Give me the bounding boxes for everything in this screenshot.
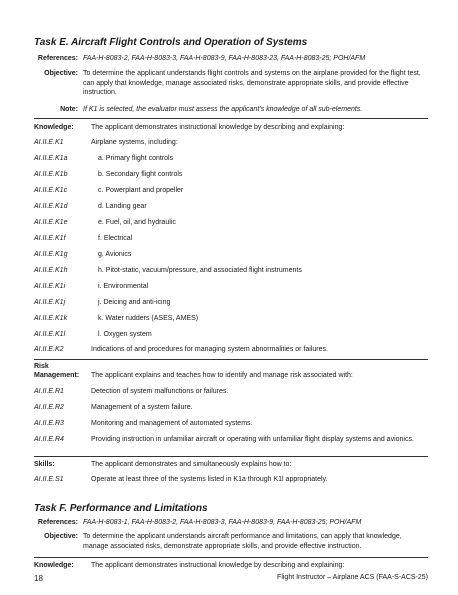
- element-code: AI.II.E.K1h: [34, 267, 68, 274]
- task-e-references: [34, 54, 428, 64]
- element-code: AI.II.E.K1j: [34, 299, 66, 306]
- task-e-title: Task E. Aircraft Flight Controls and Operation of Systems: [34, 37, 308, 48]
- divider: [34, 557, 428, 558]
- page-number: 18: [34, 574, 43, 583]
- element-code: AI.II.E.K1b: [34, 171, 68, 178]
- element-text: b. Secondary flight controls: [98, 171, 183, 178]
- knowledge-intro: The applicant demonstrates instructional knowledge by describing and explaining:: [91, 124, 345, 131]
- element-text: i. Environmental: [98, 283, 149, 290]
- element-code: AI.II.E.K1: [34, 139, 64, 146]
- element-text: d. Landing gear: [98, 203, 147, 210]
- element-text: h. Pitot-static, vacuum/pressure, and associated flight instruments: [98, 267, 302, 274]
- element-text: e. Fuel, oil, and hydraulic: [98, 219, 176, 226]
- element-text: c. Powerplant and propeller: [98, 187, 184, 194]
- element-code: AI.II.E.K1f: [34, 235, 66, 242]
- element-text: f. Electrical: [98, 235, 133, 242]
- document-page: [34, 0, 428, 595]
- element-code: AI.II.E.K1g: [34, 251, 68, 258]
- element-text: g. Avionics: [98, 251, 132, 258]
- divider: [34, 118, 428, 119]
- element-code: AI.II.E.K1k: [34, 315, 68, 322]
- element-code: AI.II.E.K1c: [34, 187, 68, 194]
- references-value: FAA-H-8083-1, FAA-H-8083-2, FAA-H-8083-3, FAA-H-8083-9, FAA-H-8083-25; POH/AFM: [83, 519, 362, 526]
- divider: [34, 456, 428, 457]
- task-e-objective: [34, 69, 428, 98]
- element-text: a. Primary flight controls: [98, 155, 174, 162]
- note-label: Note:: [60, 106, 78, 113]
- task-f-title: Task F. Performance and Limitations: [34, 503, 208, 514]
- element-text: Monitoring and management of automated systems.: [91, 420, 253, 427]
- objective-value: To determine the applicant understands aircraft performance and limitations, can apply that knowledge, manage associated risks, demonstrate appropriate skills, and provide effective instruction.: [83, 533, 402, 550]
- task-f-objective: [34, 532, 428, 551]
- element-code: AI.II.E.R4: [34, 436, 64, 443]
- risk-label-line2: Management:: [34, 372, 80, 379]
- skills-intro: The applicant demonstrates and simultaneously explains how to:: [91, 461, 292, 468]
- references-label: References:: [37, 519, 78, 526]
- element-code: AI.II.E.R1: [34, 388, 64, 395]
- element-text: k. Water rudders (ASES, AMES): [98, 315, 199, 322]
- risk-intro: The applicant explains and teaches how to identify and manage risk associated with:: [91, 372, 353, 379]
- element-code: AI.II.E.K1i: [34, 283, 66, 290]
- element-text: Airplane systems, including:: [91, 139, 178, 146]
- element-code: AI.II.E.R3: [34, 420, 64, 427]
- element-text: j. Deicing and anti-icing: [98, 299, 171, 306]
- knowledge-label: Knowledge:: [34, 124, 74, 131]
- note-value: If K1 is selected, the evaluator must assess the applicant’s knowledge of all sub-elements.: [83, 106, 363, 113]
- element-code: AI.II.E.K1l: [34, 331, 66, 338]
- references-label: References:: [37, 55, 78, 62]
- skills-label: Skills:: [34, 461, 55, 468]
- knowledge-intro: The applicant demonstrates instructional knowledge by describing and explaining:: [91, 562, 345, 569]
- knowledge-label: Knowledge:: [34, 562, 74, 569]
- element-code: AI.II.E.K1a: [34, 155, 68, 162]
- element-text: Operate at least three of the systems listed in K1a through K1l appropriately.: [91, 476, 328, 483]
- divider: [34, 359, 428, 360]
- objective-label: Objective:: [44, 533, 78, 540]
- risk-label-line1: Risk: [34, 363, 49, 370]
- objective-value: To determine the applicant understands flight controls and systems on the airplane provided for the flight test, can apply that knowledge, manage associated risks, demonstrate appropriate skills, and provide effective instruction.: [83, 70, 421, 96]
- element-text: Detection of system malfunctions or failures.: [91, 388, 229, 395]
- element-text: Providing instruction in unfamiliar aircraft or operating with unfamiliar flight display systems and avionics.: [91, 436, 414, 443]
- task-e-note: [34, 105, 428, 115]
- objective-label: Objective:: [44, 70, 78, 77]
- element-code: AI.II.E.S1: [34, 476, 64, 483]
- footer-title: Flight Instructor – Airplane ACS (FAA-S-ACS-25): [277, 574, 428, 581]
- element-text: Management of a system failure.: [91, 404, 193, 411]
- references-value: FAA-H-8083-2, FAA-H-8083-3, FAA-H-8083-9, FAA-H-8083-23, FAA-H-8083-25; POH/AFM: [83, 55, 366, 62]
- task-f-references: [34, 518, 428, 528]
- element-code: AI.II.E.R2: [34, 404, 64, 411]
- element-text: Indications of and procedures for managing system abnormalities or failures.: [91, 346, 328, 353]
- element-code: AI.II.E.K1d: [34, 203, 68, 210]
- element-text: l. Oxygen system: [98, 331, 152, 338]
- element-code: AI.II.E.K1e: [34, 219, 68, 226]
- element-code: AI.II.E.K2: [34, 346, 64, 353]
